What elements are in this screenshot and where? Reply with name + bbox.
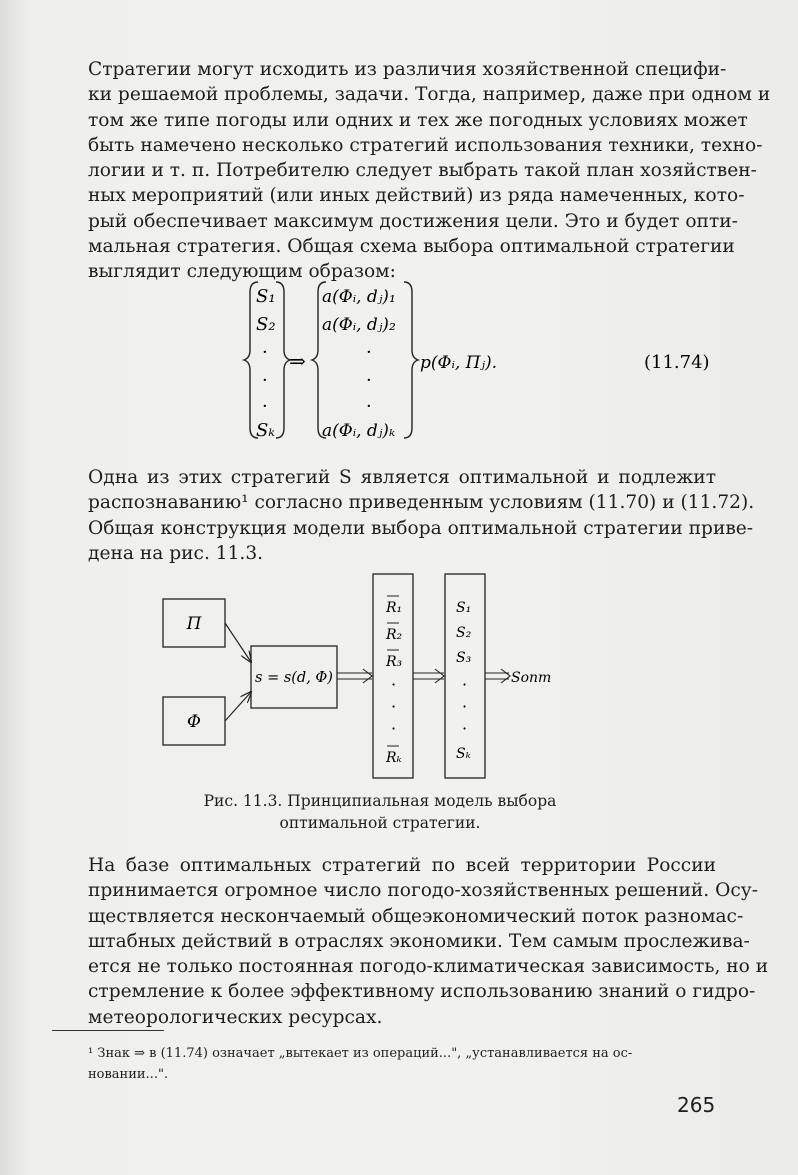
box-phi-label: Φ xyxy=(187,712,201,732)
r3: R₃ xyxy=(386,654,403,670)
text-line: Стратегии могут исходить из различия хозяйственной специфи- xyxy=(88,59,727,80)
outcome-2: a(Φᵢ, dⱼ)₂ xyxy=(322,315,396,335)
text-line: том же типе погоды или одних и тех же погодных условиях может xyxy=(88,109,748,131)
strategy-sk: Sₖ xyxy=(256,420,275,441)
text-line: Общая конструкция модели выбора оптимальной стратегии приве- xyxy=(88,517,754,539)
text-line: Одна из этих стратегий S является оптимальной и подлежит xyxy=(88,467,716,488)
dot: · xyxy=(391,719,397,738)
r2: R₂ xyxy=(386,627,403,643)
double-arrow-head xyxy=(363,669,372,683)
double-arrow-head xyxy=(435,669,444,683)
text-line: логии и т. п. Потребителю следует выбрать такой план хозяйствен- xyxy=(88,160,757,182)
dot: · xyxy=(462,697,468,716)
implies-arrow: ⇒ xyxy=(289,349,306,373)
text-line: На базе оптимальных стратегий по всей территории России xyxy=(88,855,716,876)
text-line: штабных действий в отраслях экономики. Тем самым прослежива- xyxy=(88,930,750,952)
footnote xyxy=(88,1043,728,1085)
dot: · xyxy=(462,675,468,694)
text-line: распознаванию¹ согласно приведенным условиям (11.70) и (11.72). xyxy=(88,492,755,514)
dot: · xyxy=(366,342,372,363)
s1: S₁ xyxy=(456,600,472,616)
text-line: ных мероприятий (или иных действий) из ряда намеченных, кото- xyxy=(88,185,745,207)
s3: S₃ xyxy=(456,650,472,666)
caption-line: Рис. 11.3. Принципиальная модель выбора xyxy=(203,792,557,810)
strategy-s2: S₂ xyxy=(256,314,276,335)
outcome-1: a(Φᵢ, dⱼ)₁ xyxy=(322,287,396,307)
box-s-label: s = s(d, Φ) xyxy=(255,670,333,686)
page-number: 265 xyxy=(677,1093,716,1117)
r1: R₁ xyxy=(386,600,403,616)
text-line: дена на рис. 11.3. xyxy=(88,542,264,564)
probability-term: p(Φᵢ, Πⱼ). xyxy=(420,353,498,373)
dot: · xyxy=(366,370,372,391)
figure-caption xyxy=(160,790,600,834)
text-line: рый обеспечивает максимум достижения цели. Это и будет опти- xyxy=(88,210,738,232)
text-line: быть намечено несколько стратегий использования техники, техно- xyxy=(88,134,763,156)
caption-line: оптимальной стратегии. xyxy=(279,814,481,832)
double-arrow-head xyxy=(501,669,510,683)
sk: Sₖ xyxy=(456,746,471,762)
dot: · xyxy=(391,675,397,694)
equation-number: (11.74) xyxy=(644,352,710,373)
arrow-phi-to-s xyxy=(225,692,251,721)
strategy-s1: S₁ xyxy=(256,286,276,307)
rk: Rₖ xyxy=(386,750,402,766)
s2: S₂ xyxy=(456,625,472,641)
dot: · xyxy=(262,370,268,391)
text-line: выглядит следующим образом: xyxy=(88,261,396,283)
paragraph-russia xyxy=(88,853,769,1030)
text-line: стремление к более эффективному использованию знаний о гидро- xyxy=(88,981,756,1003)
dot: · xyxy=(262,396,268,417)
dot: · xyxy=(366,396,372,417)
footnote-rule xyxy=(52,1030,164,1031)
arrow-pi-to-s xyxy=(225,623,251,662)
text-line: ки решаемой проблемы, задачи. Тогда, например, даже при одном и xyxy=(88,84,771,106)
text-line: ществляется нескончаемый общеэкономический поток разномас- xyxy=(88,905,744,927)
footnote-line: новании...". xyxy=(88,1067,169,1082)
text-line: мальная стратегия. Общая схема выбора оптимальной стратегии xyxy=(88,236,735,258)
text-line: принимается огромное число погодо-хозяйственных решений. Осу- xyxy=(88,880,759,902)
text-line: метеорологических ресурсах. xyxy=(88,1006,383,1028)
r-items xyxy=(385,596,403,766)
dot: · xyxy=(391,697,397,716)
box-pi-label: П xyxy=(186,614,202,634)
s-items xyxy=(456,600,472,762)
dot: · xyxy=(462,719,468,738)
text-line: ется не только постоянная погодо-климатическая зависимость, но и xyxy=(88,956,769,978)
footnote-line: ¹ Знак ⇒ в (11.74) означает „вытекает из операций...", „устанавливается на ос- xyxy=(88,1046,633,1061)
optimal-strategy-label: Sопт xyxy=(511,670,552,686)
dot: · xyxy=(262,342,268,363)
outcome-k: a(Φᵢ, dⱼ)ₖ xyxy=(322,421,396,441)
